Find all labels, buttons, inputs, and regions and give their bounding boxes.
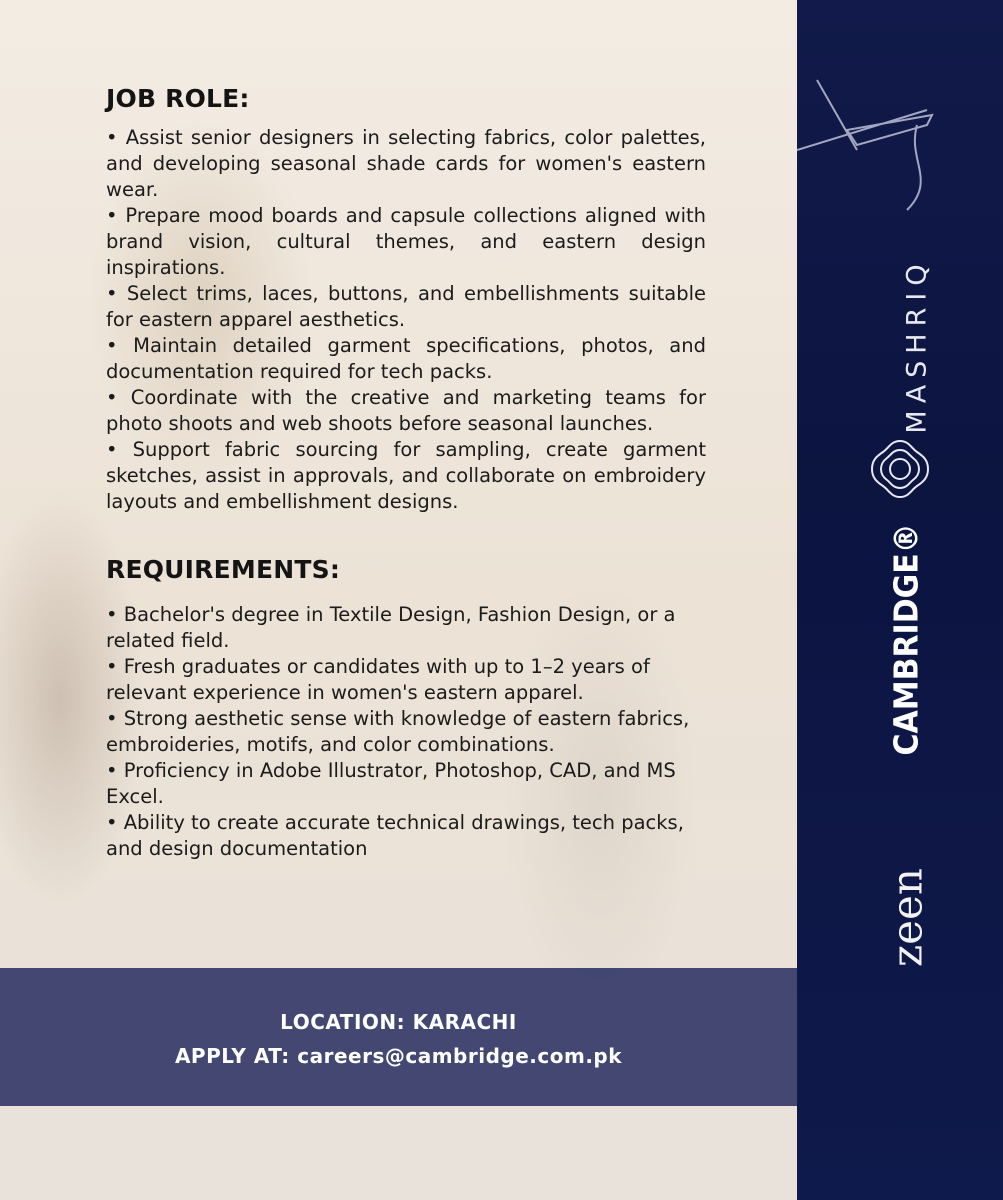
list-item: • Select trims, laces, buttons, and embellishments suitable for eastern apparel aesthetics. [106,282,706,331]
contact-band [0,968,797,1106]
location-text: LOCATION: KARACHI [280,1010,517,1034]
requirements-heading: REQUIREMENTS: [106,555,341,584]
job-role-heading: JOB ROLE: [106,84,250,113]
list-item: • Fresh graduates or candidates with up to 1–2 years of relevant experience in women's eastern apparel. [106,655,650,704]
sewing-needle-icon [797,60,947,220]
list-item: • Bachelor's degree in Textile Design, Fashion Design, or a related field. [106,603,676,652]
apply-email-link[interactable]: APPLY AT: careers@cambridge.com.pk [174,1044,623,1068]
list-item: • Maintain detailed garment specifications, photos, and documentation required for tech packs. [106,334,706,383]
requirements-section [106,555,706,862]
list-item: • Strong aesthetic sense with knowledge of eastern fabrics, embroideries, motifs, and color combinations. [106,707,690,756]
list-item: • Support fabric sourcing for sampling, create garment sketches, assist in approvals, and collaborate on embroidery layouts and embellishment designs. [106,438,706,513]
job-role-list [106,125,706,515]
poster-content [106,84,706,862]
list-item: • Assist senior designers in selecting fabrics, color palettes, and developing seasonal shade cards for women's eastern wear. [106,126,706,201]
mashriq-logo: MASHRIQ [901,257,933,434]
list-item: • Ability to create accurate technical drawings, tech packs, and design documentation [106,811,684,860]
list-item: • Proficiency in Adobe Illustrator, Photoshop, CAD, and MS Excel. [106,759,676,808]
list-item: • Coordinate with the creative and marketing teams for photo shoots and web shoots before seasonal launches. [106,386,706,435]
job-role-section [106,84,706,515]
requirements-list [106,602,706,862]
cambridge-logo: CAMBRIDGE® [887,523,927,756]
list-item: • Prepare mood boards and capsule collections aligned with brand vision, cultural themes, and eastern design inspirations. [106,204,706,279]
brand-sidebar [797,0,1003,1200]
zeen-logo: zeen [882,868,932,967]
